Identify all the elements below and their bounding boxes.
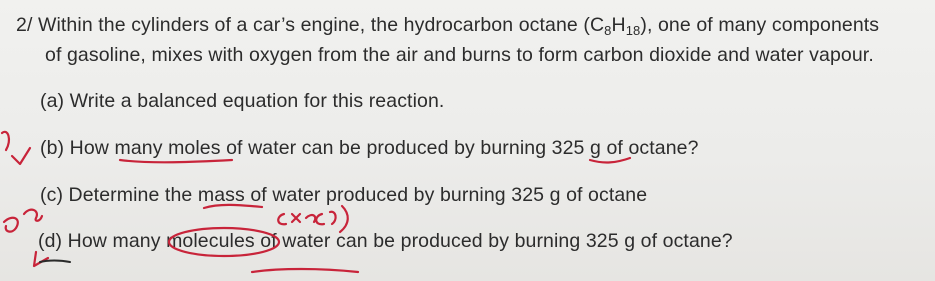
question-stem-line-2: of gasoline, mixes with oxygen from the air and burns to form carbon dioxide and water vapour. — [45, 44, 874, 66]
question-text-end: ), one of many components — [640, 14, 880, 36]
underline-dark-d — [40, 261, 70, 263]
carbon-subscript: 8 — [604, 23, 612, 38]
margin-scribble-b — [2, 132, 9, 150]
notation-above-water — [278, 206, 348, 232]
underline-many-moles — [120, 160, 232, 162]
part-d-text: (d) How many molecules of water can be produced by burning 325 g of octane? — [38, 230, 733, 252]
underline-part-d — [252, 269, 358, 272]
hydrogen-symbol: H — [611, 14, 626, 36]
question-text-start: 2/ Within the cylinders of a car’s engine, the hydrocarbon octane (C — [16, 14, 605, 36]
part-b-text: (b) How many moles of water can be produced by burning 325 g of octane? — [40, 137, 699, 159]
part-c-text: (c) Determine the mass of water produced by burning 325 g of octane — [40, 184, 648, 206]
margin-scribble-d — [4, 210, 42, 232]
margin-check-b — [12, 148, 30, 164]
hydrogen-subscript: 18 — [625, 23, 641, 38]
part-a-text: (a) Write a balanced equation for this reaction. — [40, 90, 445, 112]
margin-check-d — [34, 252, 48, 266]
question-stem-line-1 — [16, 16, 879, 36]
